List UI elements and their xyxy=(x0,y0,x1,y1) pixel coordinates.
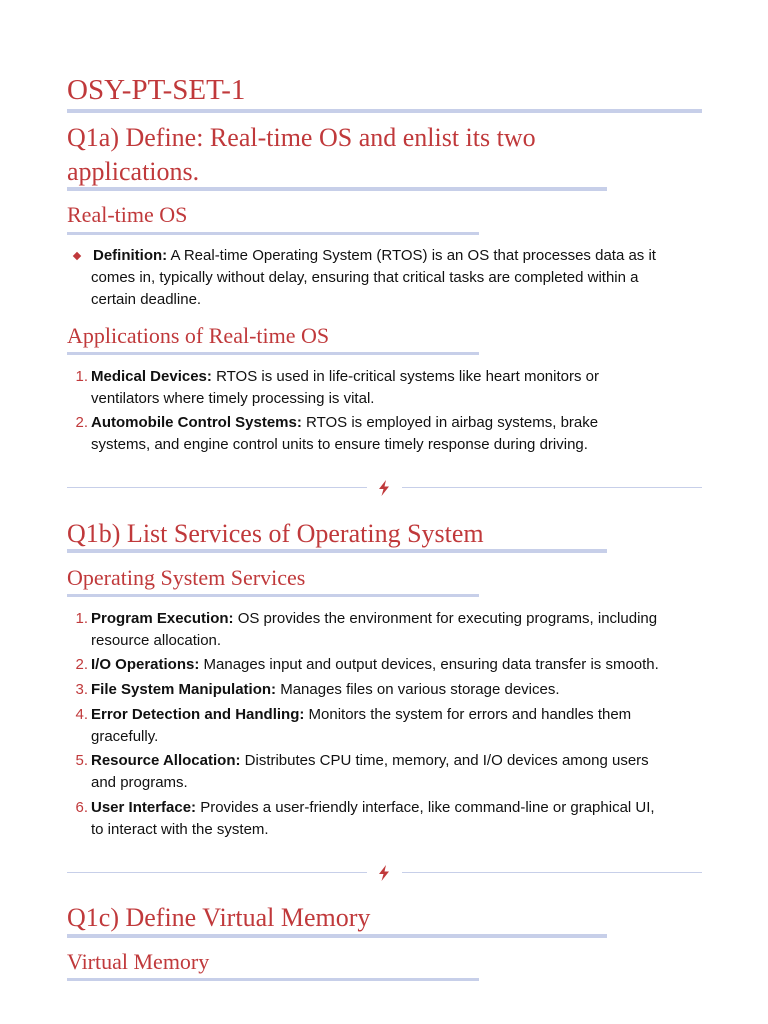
service-item-6-line2: to interact with the system. xyxy=(91,821,269,838)
os-services-underline xyxy=(67,594,479,597)
service-item-5-label: Resource Allocation: xyxy=(91,752,241,769)
definition-line2: comes in, typically without delay, ensuring that critical tasks are completed within a xyxy=(91,269,639,286)
q1a-heading-line1: Q1a) Define: Real-time OS and enlist its two xyxy=(67,123,536,152)
list-number: 4. xyxy=(75,706,88,723)
section-divider xyxy=(67,863,702,883)
definition-line3: certain deadline. xyxy=(91,291,202,308)
document-title: OSY-PT-SET-1 xyxy=(67,74,246,106)
title-underline xyxy=(67,109,702,113)
service-item-1-text: OS provides the environment for executing programs, including xyxy=(233,610,658,627)
definition-text-1: A Real-time Operating System (RTOS) is an OS that processes data as it xyxy=(167,247,656,264)
app-item-1-text: RTOS is used in life-critical systems like heart monitors or xyxy=(211,368,599,385)
service-item-4-line1 xyxy=(91,704,631,726)
list-number: 2. xyxy=(75,414,88,431)
service-item-2-text: Manages input and output devices, ensuring data transfer is smooth. xyxy=(199,656,659,673)
q1a-heading-underline xyxy=(67,187,607,191)
list-number: 5. xyxy=(75,752,88,769)
service-item-1-label: Program Execution: xyxy=(91,610,234,627)
lightning-bolt-icon xyxy=(373,863,395,883)
service-item-5-text: Distributes CPU time, memory, and I/O devices among users xyxy=(240,752,649,769)
service-item-2-line1 xyxy=(91,654,659,676)
lightning-bolt-icon xyxy=(373,478,395,498)
service-item-3-label: File System Manipulation: xyxy=(91,681,277,698)
realtime-os-underline xyxy=(67,232,479,235)
service-item-1-line2: resource allocation. xyxy=(91,632,222,649)
service-item-5-line2: and programs. xyxy=(91,774,188,791)
virtual-memory-underline xyxy=(67,978,479,981)
app-item-1-label: Medical Devices: xyxy=(91,368,212,385)
app-item-1-line1 xyxy=(91,366,599,388)
q1a-heading-line2: applications. xyxy=(67,157,200,186)
applications-underline xyxy=(67,352,479,355)
app-item-2-text: RTOS is employed in airbag systems, brake xyxy=(301,414,599,431)
service-item-4-line2: gracefully. xyxy=(91,728,159,745)
q1c-heading-underline xyxy=(67,934,607,938)
service-item-6-text: Provides a user-friendly interface, like command-line or graphical UI, xyxy=(196,799,655,816)
service-item-6-label: User Interface: xyxy=(91,799,197,816)
service-item-5-line1 xyxy=(91,750,649,772)
virtual-memory-subheading: Virtual Memory xyxy=(67,949,210,974)
q1c-heading: Q1c) Define Virtual Memory xyxy=(67,903,371,932)
list-number: 2. xyxy=(75,656,88,673)
service-item-4-text: Monitors the system for errors and handles them xyxy=(304,706,632,723)
app-item-2-label: Automobile Control Systems: xyxy=(91,414,302,431)
list-number: 1. xyxy=(75,610,88,627)
os-services-subheading: Operating System Services xyxy=(67,565,306,590)
app-item-2-line1 xyxy=(91,412,598,434)
list-number: 6. xyxy=(75,799,88,816)
section-divider xyxy=(67,478,702,498)
list-number: 1. xyxy=(75,368,88,385)
definition-label: Definition: xyxy=(93,247,168,264)
service-item-6-line1 xyxy=(91,797,655,819)
app-item-2-line2: systems, and engine control units to ensure timely response during driving. xyxy=(91,436,588,453)
app-item-1-line2: ventilators where timely processing is vital. xyxy=(91,390,375,407)
service-item-3-text: Manages files on various storage devices. xyxy=(276,681,560,698)
diamond-bullet-icon xyxy=(73,252,81,260)
q1b-heading-underline xyxy=(67,549,607,553)
applications-subheading: Applications of Real-time OS xyxy=(67,323,330,348)
service-item-4-label: Error Detection and Handling: xyxy=(91,706,305,723)
service-item-1-line1 xyxy=(91,608,657,630)
list-number: 3. xyxy=(75,681,88,698)
realtime-os-subheading: Real-time OS xyxy=(67,202,188,227)
service-item-3-line1 xyxy=(91,679,560,701)
service-item-2-label: I/O Operations: xyxy=(91,656,200,673)
definition-line1 xyxy=(93,245,656,267)
q1b-heading: Q1b) List Services of Operating System xyxy=(67,519,484,548)
